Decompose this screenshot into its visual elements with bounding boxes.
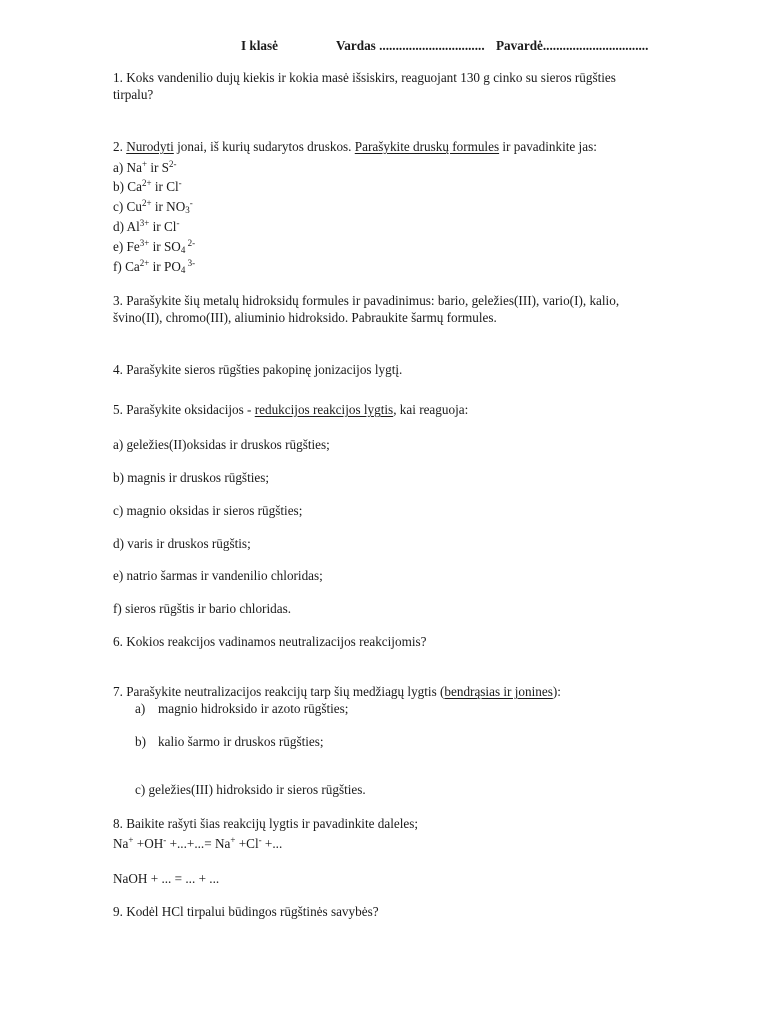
- question-7-item-a-label: a): [135, 701, 146, 716]
- question-8: 8. Baikite rašyti šias reakcijų lygtis ir pavadinkite daleles;: [113, 816, 419, 831]
- ion-1: Na: [126, 160, 142, 175]
- ion-pair-label: c): [113, 199, 127, 214]
- question-7-item-a-text: magnio hidroksido ir azoto rūgšties;: [158, 701, 349, 716]
- equation-part: +...: [261, 836, 283, 851]
- question-2: [113, 139, 597, 155]
- name-field-label: Vardas ................................: [336, 38, 485, 53]
- ion-2-charge: 3-: [185, 258, 196, 268]
- ion-1-charge: 2+: [141, 178, 152, 188]
- ion-1-charge: 2+: [141, 198, 152, 208]
- question-5-item-e: e) natrio šarmas ir vandenilio chloridas;: [113, 568, 323, 583]
- question-5-item-f: f) sieros rūgštis ir bario chloridas.: [113, 601, 291, 616]
- question-2-underlined-verb: Nurodyti: [126, 139, 174, 154]
- ion-pair-e: [113, 239, 195, 255]
- equation-charge: +: [230, 835, 236, 845]
- surname-field-label: Pavardė................................: [496, 38, 649, 53]
- ion-2-subscript: 3: [185, 205, 190, 215]
- question-5-text-1: 5. Parašykite oksidacijos -: [113, 402, 255, 417]
- ion-1: Cu: [126, 199, 142, 214]
- ion-2: NO: [166, 199, 186, 214]
- ion-pair-b: [113, 179, 182, 195]
- ion-1-charge: +: [141, 159, 148, 169]
- ion-1-charge: 2+: [139, 258, 150, 268]
- equation-charge: -: [258, 835, 262, 845]
- question-3-line-1: 3. Parašykite šių metalų hidroksidų formules ir pavadinimus: bario, geležies(III), vario(I), kalio,: [113, 293, 620, 308]
- ion-1: Ca: [125, 259, 140, 274]
- equation-part: Na: [113, 836, 129, 851]
- ion-connector: ir: [149, 259, 164, 274]
- ion-pair-label: a): [113, 160, 127, 175]
- question-7-item-b: [135, 734, 324, 750]
- question-2-text-1: jonai, iš kurių sudarytos druskos.: [173, 139, 355, 154]
- ion-2-subscript: 4: [180, 245, 186, 255]
- question-5-text-2: , kai reaguoja:: [393, 402, 469, 417]
- question-7: [113, 684, 561, 700]
- ion-connector: ir: [151, 199, 167, 214]
- question-7-underlined: bendrąsias ir jonines: [444, 684, 553, 699]
- question-6: 6. Kokios reakcijos vadinamos neutralizacijos reakcijomis?: [113, 634, 427, 649]
- question-2-underlined-task: Parašykite druskų formules: [354, 139, 500, 154]
- ion-1-charge: 3+: [139, 238, 150, 248]
- ion-2-charge: 2-: [185, 238, 196, 248]
- ion-2-subscript: 4: [180, 265, 186, 275]
- ion-pair-a: [113, 160, 177, 176]
- question-5-item-d: d) varis ir druskos rūgštis;: [113, 536, 251, 551]
- equation-charge: +: [128, 835, 134, 845]
- question-3-line-2: švino(II), chromo(III), aliuminio hidroksido. Pabraukite šarmų formules.: [113, 310, 497, 325]
- ion-connector: ir: [147, 160, 162, 175]
- equation-charge: -: [163, 835, 167, 845]
- class-label: I klasė: [241, 38, 279, 53]
- ion-1: Fe: [126, 239, 140, 254]
- equation-part: +OH: [133, 836, 164, 851]
- ion-2-charge: 2-: [169, 159, 177, 169]
- question-1-line-2: tirpalu?: [113, 87, 154, 102]
- question-7-item-c: c) geležies(III) hidroksido ir sieros rūgšties.: [135, 782, 366, 797]
- ion-connector: ir: [149, 219, 164, 234]
- question-7-item-b-text: kalio šarmo ir druskos rūgšties;: [158, 734, 324, 749]
- ion-2: PO: [163, 259, 181, 274]
- question-8-equation-2: NaOH + ... = ... + ...: [113, 871, 220, 886]
- question-4: 4. Parašykite sieros rūgšties pakopinę jonizacijos lygtį.: [113, 362, 403, 377]
- question-5-item-c: c) magnio oksidas ir sieros rūgšties;: [113, 503, 303, 518]
- ion-pair-c: [113, 199, 193, 215]
- question-7-item-a: [135, 701, 349, 717]
- ion-pair-label: e): [113, 239, 127, 254]
- ion-2-charge: -: [189, 198, 193, 208]
- question-7-text-2: ):: [552, 684, 561, 699]
- question-2-number: 2.: [113, 139, 123, 154]
- question-5-item-b: b) magnis ir druskos rūgšties;: [113, 470, 270, 485]
- question-9: 9. Kodėl HCl tirpalui būdingos rūgštinės savybės?: [113, 904, 379, 919]
- question-5: [113, 402, 468, 418]
- question-5-item-a: a) geležies(II)oksidas ir druskos rūgšties;: [113, 437, 330, 452]
- ion-2: Cl: [166, 179, 179, 194]
- ion-2: S: [161, 160, 170, 175]
- question-2-text-2: ir pavadinkite jas:: [499, 139, 597, 154]
- ion-pair-f: [113, 259, 195, 275]
- question-7-text-1: 7. Parašykite neutralizacijos reakcijų tarp šių medžiagų lygtis (: [113, 684, 445, 699]
- question-1-line-1: 1. Koks vandenilio dujų kiekis ir kokia masė išsiskirs, reaguojant 130 g cinko su sieros rūgšties: [113, 70, 616, 85]
- question-8-equation-1: [113, 836, 282, 852]
- ion-2-charge: -: [178, 178, 182, 188]
- ion-pair-label: d): [113, 219, 127, 234]
- question-5-underlined: redukcijos reakcijos lygtis: [254, 402, 394, 417]
- worksheet-header: [0, 38, 768, 54]
- ion-pair-label: b): [113, 179, 128, 194]
- ion-1: Al: [126, 219, 140, 234]
- ion-pair-label: f): [113, 259, 126, 274]
- ion-connector: ir: [149, 239, 164, 254]
- ion-2: Cl: [163, 219, 177, 234]
- ion-connector: ir: [151, 179, 167, 194]
- equation-part: +...+...= Na: [166, 836, 231, 851]
- ion-2-charge: -: [176, 218, 180, 228]
- ion-pair-d: [113, 219, 179, 235]
- ion-2: SO: [163, 239, 181, 254]
- equation-part: +Cl: [235, 836, 259, 851]
- ion-1: Ca: [127, 179, 142, 194]
- question-7-item-b-label: b): [135, 734, 146, 749]
- ion-1-charge: 3+: [139, 218, 150, 228]
